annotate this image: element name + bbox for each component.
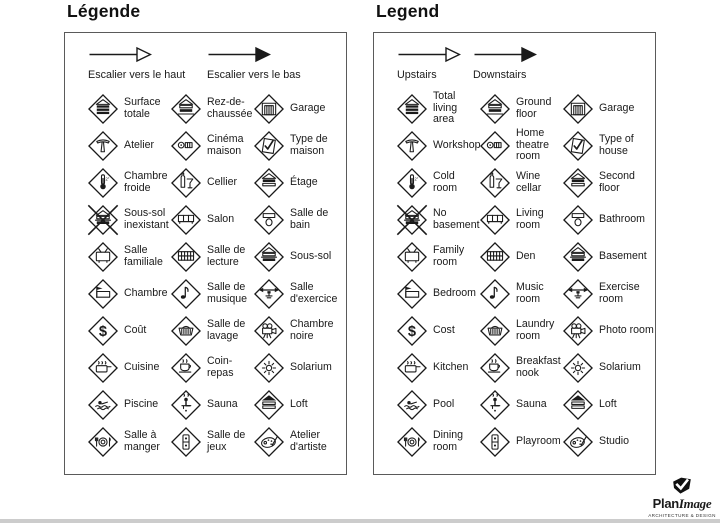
stack-loft-icon	[562, 389, 594, 421]
legend-item	[562, 90, 655, 127]
downstairs-arrow-group	[473, 46, 537, 81]
page-scan-edge	[0, 519, 720, 523]
legend-grid-en	[374, 90, 655, 460]
legend-item-label: Cuisine	[124, 360, 160, 373]
legend-item	[479, 275, 562, 312]
legend-item-label: Garage	[599, 101, 635, 114]
legend-item-label: Coin-repas	[207, 355, 234, 379]
no-basement-icon	[396, 204, 428, 236]
game-piece-icon	[170, 426, 202, 458]
legend-item-label: Sauna	[516, 397, 547, 410]
tv-icon	[396, 241, 428, 273]
legend-item-label: Sauna	[207, 397, 238, 410]
swimmer-icon	[396, 389, 428, 421]
legend-item-label: Music room	[516, 281, 544, 305]
legend-item	[253, 201, 346, 238]
legend-item-label: Family room	[433, 244, 465, 268]
pot-icon	[87, 352, 119, 384]
legend-item	[170, 238, 253, 275]
legend-item-label: Playroom	[516, 434, 561, 447]
legend-item	[170, 386, 253, 423]
legend-item-label: Salle de lecture	[207, 244, 246, 268]
thermometer-icon	[396, 167, 428, 199]
legend-item-label: Photo room	[599, 323, 654, 336]
legend-item	[87, 423, 170, 460]
coffee-cup-icon	[479, 352, 511, 384]
legend-item	[170, 90, 253, 127]
stack-second-icon	[253, 167, 285, 199]
wine-icon	[479, 167, 511, 199]
laundry-icon	[479, 315, 511, 347]
hammer-icon	[396, 130, 428, 162]
stack-total-icon	[396, 93, 428, 125]
legend-item	[170, 164, 253, 201]
exercise-icon	[253, 278, 285, 310]
brand-plan-text: Plan	[652, 496, 679, 511]
legend-panel-en	[373, 32, 656, 475]
legend-item	[396, 312, 479, 349]
game-piece-icon	[479, 426, 511, 458]
garage-icon	[562, 93, 594, 125]
legend-item-label: Studio	[599, 434, 630, 447]
legend-item-label: Den	[516, 249, 536, 262]
legend-item	[479, 238, 562, 275]
legend-item	[562, 238, 655, 275]
legend-item-label: Coût	[124, 323, 147, 336]
legend-item-label: No basement	[433, 207, 480, 231]
brand-image-text: Image	[678, 496, 712, 511]
legend-item	[253, 164, 346, 201]
sauna-icon	[479, 389, 511, 421]
legend-item	[562, 127, 655, 164]
stair-arrows-fr	[65, 33, 346, 81]
legend-item	[479, 312, 562, 349]
legend-panel-fr	[64, 32, 347, 475]
legend-item-label: Salle de bain	[290, 207, 329, 231]
legend-item	[479, 164, 562, 201]
bookshelf-icon	[479, 241, 511, 273]
downstairs-arrow-icon	[207, 46, 271, 63]
legend-item-label: Total living area	[433, 90, 458, 126]
legend-item-label: Salle de musique	[207, 281, 248, 305]
legend-item	[87, 386, 170, 423]
legend-item	[253, 423, 346, 460]
legend-item-label: Salon	[207, 212, 235, 225]
sofa-icon	[170, 204, 202, 236]
planimage-wordmark	[644, 496, 720, 512]
legend-item-label: Bathroom	[599, 212, 645, 225]
legend-item	[253, 275, 346, 312]
legend-item-label: Salle familiale	[124, 244, 163, 268]
legend-item	[479, 127, 562, 164]
laundry-icon	[170, 315, 202, 347]
palette-icon	[253, 426, 285, 458]
legend-item	[396, 127, 479, 164]
projector-icon	[479, 130, 511, 162]
legend-item-label: Garage	[290, 101, 326, 114]
house-check-icon	[253, 130, 285, 162]
upstairs-arrow-icon	[88, 46, 152, 63]
bookshelf-icon	[170, 241, 202, 273]
legend-item	[253, 386, 346, 423]
legend-item	[562, 423, 655, 460]
legend-item	[396, 275, 479, 312]
svg-text:2°: 2°	[105, 176, 110, 182]
legend-item	[396, 201, 479, 238]
legend-item-label: Chambre froide	[124, 170, 168, 194]
legend-item	[253, 238, 346, 275]
stack-total-icon	[87, 93, 119, 125]
legend-item	[479, 90, 562, 127]
wine-icon	[170, 167, 202, 199]
legend-item-label: Cinéma maison	[207, 133, 244, 157]
legend-title-fr: Légende	[67, 1, 141, 21]
legend-item	[87, 275, 170, 312]
legend-item-label: Ground floor	[516, 96, 552, 120]
legend-item	[170, 423, 253, 460]
legend-item	[87, 201, 170, 238]
downstairs-arrow-icon	[473, 46, 537, 63]
legend-item-label: Cold room	[433, 170, 458, 194]
pot-icon	[396, 352, 428, 384]
legend-item	[253, 127, 346, 164]
svg-text:$: $	[407, 323, 417, 340]
swimmer-icon	[87, 389, 119, 421]
bed-icon	[87, 278, 119, 310]
legend-item	[396, 386, 479, 423]
exercise-icon	[562, 278, 594, 310]
logo-tagline: ARCHITECTURE & DESIGN	[648, 512, 716, 518]
upstairs-arrow-label: Upstairs	[397, 69, 437, 81]
legend-item	[479, 349, 562, 386]
legend-item-label: Sous-sol inexistant	[124, 207, 169, 231]
legend-item	[170, 312, 253, 349]
legend-item-label: Surface totale	[124, 96, 161, 120]
legend-item-label: Piscine	[124, 397, 159, 410]
planimage-check-icon	[670, 476, 694, 496]
house-check-icon	[562, 130, 594, 162]
sun-icon	[562, 352, 594, 384]
legend-item-label: Sous-sol	[290, 249, 332, 262]
downstairs-arrow-label: Escalier vers le bas	[207, 69, 301, 81]
coffee-cup-icon	[170, 352, 202, 384]
stack-ground-icon	[479, 93, 511, 125]
legend-item	[170, 349, 253, 386]
legend-item	[170, 127, 253, 164]
svg-text:$: $	[98, 323, 108, 340]
upstairs-arrow-label: Escalier vers le haut	[88, 69, 186, 81]
garage-icon	[253, 93, 285, 125]
legend-item-label: Salle de jeux	[207, 429, 246, 453]
legend-item	[87, 312, 170, 349]
legend-item	[87, 127, 170, 164]
projector-icon	[170, 130, 202, 162]
legend-item	[396, 423, 479, 460]
legend-item-label: Salle d'exercice	[290, 281, 338, 305]
stack-loft-icon	[253, 389, 285, 421]
legend-item-label: Laundry room	[516, 318, 555, 342]
legend-item-label: Cellier	[207, 175, 238, 188]
dining-icon	[396, 426, 428, 458]
stack-basement-icon	[562, 241, 594, 273]
legend-item-label: Pool	[433, 397, 455, 410]
legend-item	[87, 164, 170, 201]
legend-item-label: Bedroom	[433, 286, 476, 299]
legend-item	[396, 164, 479, 201]
legend-item-label: Breakfast nook	[516, 355, 561, 379]
legend-item	[87, 238, 170, 275]
legend-item	[396, 238, 479, 275]
toilet-icon	[562, 204, 594, 236]
stair-arrows-en	[374, 33, 655, 81]
legend-item-label: Rez-de-chaussée	[207, 96, 253, 120]
legend-item-label: Living room	[516, 207, 544, 231]
legend-item	[562, 164, 655, 201]
palette-icon	[562, 426, 594, 458]
upstairs-arrow-group	[397, 46, 473, 81]
tv-icon	[87, 241, 119, 273]
legend-title-en: Legend	[376, 1, 440, 21]
stack-ground-icon	[170, 93, 202, 125]
no-basement-icon	[87, 204, 119, 236]
hammer-icon	[87, 130, 119, 162]
legend-item	[479, 201, 562, 238]
legend-item-label: Chambre noire	[290, 318, 334, 342]
legend-item-label: Workshop	[433, 138, 481, 151]
legend-item-label: Salle à manger	[124, 429, 160, 453]
dining-icon	[87, 426, 119, 458]
camera-tripod-icon	[562, 315, 594, 347]
legend-item-label: Atelier d'artiste	[290, 429, 327, 453]
legend-item	[87, 90, 170, 127]
sauna-icon	[170, 389, 202, 421]
legend-item-label: Étage	[290, 175, 318, 188]
legend-item	[479, 386, 562, 423]
music-note-icon	[479, 278, 511, 310]
dollar-icon	[396, 315, 428, 347]
music-note-icon	[170, 278, 202, 310]
legend-item	[170, 201, 253, 238]
upstairs-arrow-group	[88, 46, 207, 81]
legend-item-label: Solarium	[599, 360, 641, 373]
legend-item-label: Kitchen	[433, 360, 469, 373]
legend-item	[170, 275, 253, 312]
legend-item	[562, 349, 655, 386]
legend-item	[253, 90, 346, 127]
dollar-icon	[87, 315, 119, 347]
legend-item	[562, 201, 655, 238]
svg-text:2°: 2°	[414, 176, 419, 182]
legend-item	[253, 312, 346, 349]
legend-item-label: Loft	[290, 397, 308, 410]
sofa-icon	[479, 204, 511, 236]
legend-item	[253, 349, 346, 386]
camera-tripod-icon	[253, 315, 285, 347]
legend-item	[562, 312, 655, 349]
legend-item-label: Solarium	[290, 360, 332, 373]
legend-grid-fr	[65, 90, 346, 460]
legend-item	[479, 423, 562, 460]
legend-item-label: Chambre	[124, 286, 168, 299]
legend-item-label: Wine cellar	[516, 170, 542, 194]
legend-item-label: Type of house	[599, 133, 634, 157]
legend-item	[562, 275, 655, 312]
planimage-logo	[644, 476, 720, 518]
bed-icon	[396, 278, 428, 310]
legend-item	[396, 90, 479, 127]
toilet-icon	[253, 204, 285, 236]
upstairs-arrow-icon	[397, 46, 461, 63]
legend-item-label: Type de maison	[290, 133, 328, 157]
legend-item-label: Basement	[599, 249, 647, 262]
legend-item-label: Atelier	[124, 138, 155, 151]
legend-item-label: Exercise room	[599, 281, 640, 305]
legend-item	[87, 349, 170, 386]
thermometer-icon	[87, 167, 119, 199]
legend-item-label: Salle de lavage	[207, 318, 246, 342]
sun-icon	[253, 352, 285, 384]
legend-item-label: Cost	[433, 323, 455, 336]
downstairs-arrow-label: Downstairs	[473, 69, 527, 81]
stack-second-icon	[562, 167, 594, 199]
stack-basement-icon	[253, 241, 285, 273]
legend-item-label: Dining room	[433, 429, 464, 453]
legend-item-label: Loft	[599, 397, 617, 410]
legend-item-label: Home theatre room	[516, 127, 549, 163]
downstairs-arrow-group	[207, 46, 301, 81]
legend-item-label: Second floor	[599, 170, 635, 194]
legend-item	[396, 349, 479, 386]
legend-item	[562, 386, 655, 423]
